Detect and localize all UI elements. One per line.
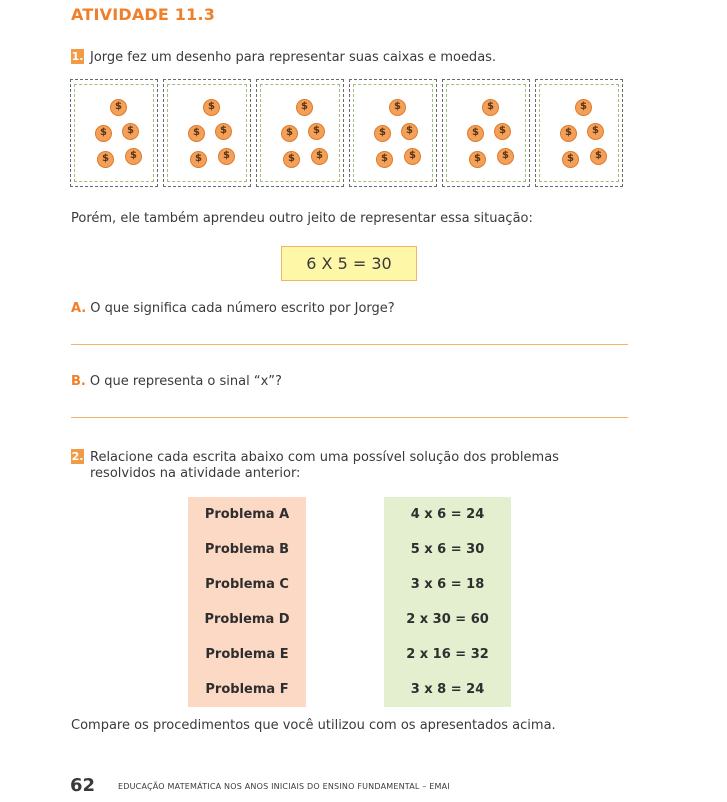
coin-icon: $ (494, 123, 511, 140)
equation-box: 6 X 5 = 30 (281, 246, 417, 281)
question-1-text: Jorge fez um desenho para representar suas caixas e moedas. (90, 50, 497, 65)
coin-icon: $ (562, 151, 579, 168)
solution-cell[interactable]: 2 x 16 = 32 (406, 647, 489, 662)
coin-icon: $ (376, 151, 393, 168)
problem-cell[interactable]: Problema C (205, 577, 289, 592)
coin-icon: $ (374, 125, 391, 142)
coin-icon: $ (188, 125, 205, 142)
page-number: 62 (70, 775, 96, 796)
coin-box-inner (539, 84, 619, 182)
coin-icon: $ (283, 151, 300, 168)
answer-line-a[interactable] (71, 344, 628, 345)
coin-icon: $ (469, 151, 486, 168)
coin-icon: $ (482, 99, 499, 116)
question-2-text-line1: Relacione cada escrita abaixo com uma possível solução dos problemas (90, 450, 559, 465)
question-2 (71, 449, 559, 482)
coin-icon: $ (203, 99, 220, 116)
solutions-column (384, 497, 511, 707)
activity-title: ATIVIDADE 11.3 (71, 5, 216, 24)
solution-cell[interactable]: 2 x 30 = 60 (406, 612, 489, 627)
coin-icon: $ (401, 123, 418, 140)
coin-icon: $ (110, 99, 127, 116)
problem-cell[interactable]: Problema A (204, 507, 290, 522)
coin-icon: $ (311, 148, 328, 165)
answer-line-b[interactable] (71, 417, 628, 418)
coin-box-inner (74, 84, 154, 182)
question-2-number: 2. (71, 450, 84, 463)
question-2-text-line2: resolvidos na atividade anterior: (90, 466, 301, 481)
coin-icon: $ (587, 123, 604, 140)
solution-cell[interactable]: 4 x 6 = 24 (410, 507, 485, 522)
coin-box (535, 79, 623, 187)
coin-icon: $ (308, 123, 325, 140)
solution-cell[interactable]: 5 x 6 = 30 (410, 542, 485, 557)
coin-icon: $ (125, 148, 142, 165)
coin-box (256, 79, 344, 187)
question-a-text: O que significa cada número escrito por Jorge? (90, 301, 395, 316)
coin-box (442, 79, 530, 187)
question-a (71, 301, 395, 316)
coin-box-inner (167, 84, 247, 182)
solution-cell[interactable]: 3 x 6 = 18 (410, 577, 485, 592)
question-b (71, 374, 282, 389)
problem-cell[interactable]: Problema E (205, 647, 289, 662)
question-1 (71, 46, 496, 65)
coin-box (163, 79, 251, 187)
question-1-number: 1. (71, 50, 84, 63)
footer-text: EDUCAÇÃO MATEMÁTICA NOS ANOS INICIAIS DO ENSINO FUNDAMENTAL – EMAI (118, 782, 450, 791)
question-a-letter: A. (71, 301, 87, 316)
coin-icon: $ (560, 125, 577, 142)
problem-cell[interactable]: Problema F (205, 682, 289, 697)
coin-box (349, 79, 437, 187)
coin-box-inner (353, 84, 433, 182)
coin-icon: $ (215, 123, 232, 140)
coin-box-inner (260, 84, 340, 182)
question-b-text: O que representa o sinal “x”? (89, 374, 282, 389)
coin-icon: $ (575, 99, 592, 116)
solution-cell[interactable]: 3 x 8 = 24 (410, 682, 485, 697)
coin-icon: $ (122, 123, 139, 140)
problem-cell[interactable]: Problema B (204, 542, 290, 557)
coin-icon: $ (97, 151, 114, 168)
problems-column (188, 497, 306, 707)
other-way-text: Porém, ele também aprendeu outro jeito de representar essa situação: (71, 211, 533, 226)
coin-icon: $ (497, 148, 514, 165)
coin-box (70, 79, 158, 187)
coin-icon: $ (190, 151, 207, 168)
coin-icon: $ (281, 125, 298, 142)
coin-icon: $ (467, 125, 484, 142)
coin-icon: $ (218, 148, 235, 165)
coin-icon: $ (404, 148, 421, 165)
coin-boxes-illustration (70, 79, 630, 186)
coin-icon: $ (389, 99, 406, 116)
coin-icon: $ (590, 148, 607, 165)
question-b-letter: B. (71, 374, 86, 389)
coin-box-inner (446, 84, 526, 182)
coin-icon: $ (95, 125, 112, 142)
problem-cell[interactable]: Problema D (204, 612, 290, 627)
coin-icon: $ (296, 99, 313, 116)
compare-text: Compare os procedimentos que você utilizou com os apresentados acima. (71, 718, 556, 733)
